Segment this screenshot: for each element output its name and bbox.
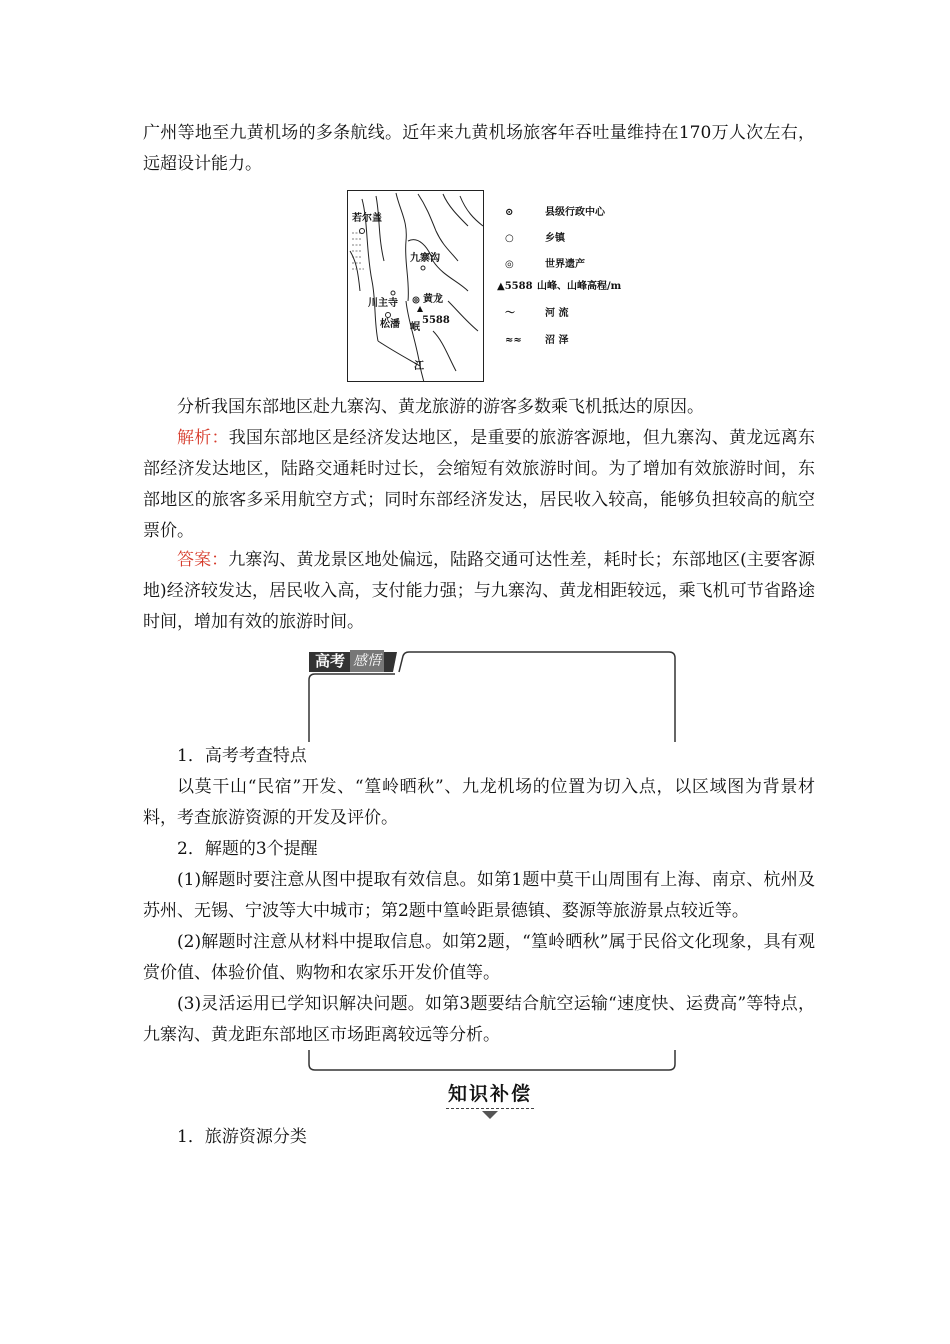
gaokao-title-b: 感悟 bbox=[350, 650, 384, 672]
knowledge-section-header bbox=[440, 1080, 540, 1120]
knowledge-item-1: 1．旅游资源分类 bbox=[177, 1127, 307, 1147]
point-2-item-1: (1)解题时要注意从图中提取有效信息。如第1题中莫干山周围有上海、南京、杭州及苏州、无锡、宁波等大中城市；第2题中篁岭距景德镇、婺源等旅游景点较近等。 bbox=[143, 870, 815, 921]
point-2-heading: 2．解题的3个提醒 bbox=[177, 839, 318, 859]
gaokao-box-bottom bbox=[307, 1050, 677, 1075]
answer-paragraph bbox=[143, 545, 815, 638]
label-chuanzhusi: 川主寺 bbox=[368, 298, 398, 309]
map-frame bbox=[347, 190, 484, 382]
town-icon: ○ bbox=[505, 233, 514, 244]
peak-icon: ▲5588 bbox=[497, 281, 533, 292]
label-huanglong: 黄龙 bbox=[423, 294, 443, 305]
peak-icon bbox=[417, 306, 423, 312]
county-center-icon: ⊙ bbox=[505, 207, 514, 218]
label-jiang: 江 bbox=[414, 361, 424, 372]
point-2-item-3: (3)灵活运用已学知识解决问题。如第3题要结合航空运输“速度快、运费高”等特点，九寨沟、黄龙距东部地区市场距离较远等分析。 bbox=[143, 994, 815, 1045]
world-heritage-icon: ◎ bbox=[505, 259, 514, 270]
label-ruoergai: 若尔盖 bbox=[352, 213, 382, 224]
question: 分析我国东部地区赴九寨沟、黄龙旅游的游客多数乘飞机抵达的原因。 bbox=[177, 397, 704, 417]
gaokao-insight-box bbox=[307, 650, 677, 742]
analysis-text: 我国东部地区是经济发达地区，是重要的旅游客源地，但九寨沟、黄龙远离东部经济发达地区，陆路交通耗时过长，会缩短有效旅游时间。为了增加有效旅游时间，东部地区的旅客多采用航空方式；同时东部经济发达，居民收入较高，能够负担较高的航空票价。 bbox=[143, 428, 815, 541]
paragraph-airline: 广州等地至九黄机场的多条航线。近年来九黄机场旅客年吞吐量维持在170万人次左右，远超设计能力。 bbox=[143, 123, 815, 174]
point-1-text: 以莫干山“民宿”开发、“篁岭晒秋”、九龙机场的位置为切入点，以区域图为背景材料，考查旅游资源的开发及评价。 bbox=[143, 777, 815, 828]
answer-label: 答案： bbox=[177, 550, 229, 570]
point-1-heading: 1．高考考查特点 bbox=[177, 746, 307, 766]
label-songpan: 松潘 bbox=[380, 319, 400, 330]
analysis-paragraph bbox=[143, 423, 815, 547]
knowledge-title: 知识补偿 bbox=[447, 1083, 532, 1105]
map-figure: 若尔盖 九寨沟 黄龙 5588 川主寺 松潘 岷 江 ⊙ 县级行政中心 ○ 乡镇 ◎ 世界遗产 ▲5588 山峰、山峰高程/m ～ 河 流 ≈≈ 沼 泽 bbox=[347, 190, 647, 385]
chevron-down-icon bbox=[480, 1109, 500, 1121]
label-peak-elevation: 5588 bbox=[422, 315, 450, 326]
gaokao-title-a: 高考 bbox=[315, 652, 346, 670]
river-icon: ～ bbox=[505, 308, 515, 319]
answer-text: 九寨沟、黄龙景区地处偏远，陆路交通可达性差，耗时长；东部地区(主要客源地)经济较发达，居民收入高，支付能力强；与九寨沟、黄龙相距较远，乘飞机可节省路途时间，增加有效的旅游时间。 bbox=[143, 550, 816, 632]
box-bottom-frame bbox=[307, 1050, 677, 1075]
label-min: 岷 bbox=[410, 322, 420, 333]
swamp-icon: ≈≈ bbox=[505, 335, 522, 346]
label-jiuzhaigou: 九寨沟 bbox=[410, 253, 440, 264]
point-2-item-2: (2)解题时注意从材料中提取信息。如第2题，“篁岭晒秋”属于民俗文化现象，具有观赏价值、体验价值、购物和农家乐开发价值等。 bbox=[143, 932, 815, 983]
analysis-label: 解析： bbox=[177, 428, 229, 448]
